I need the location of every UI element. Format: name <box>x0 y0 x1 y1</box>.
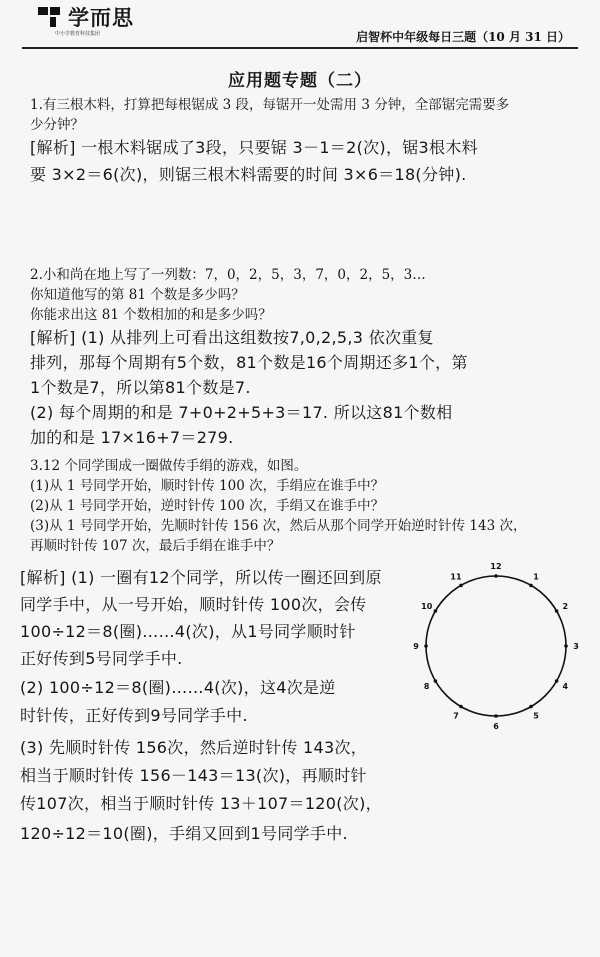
student-label-2: 2 <box>562 602 569 611</box>
q3-answer-line-10: 120÷12＝10(圈)，手绢又回到1号同学手中. <box>20 824 348 843</box>
header-divider <box>22 47 578 49</box>
q2-line-2: 你知道他写的第 81 个数是多少吗？ <box>30 287 245 303</box>
student-label-5: 5 <box>533 711 539 721</box>
student-dot-7 <box>459 705 463 709</box>
q1-answer-line-1: [解析] 一根木料锯成了3段，只要锯 3－1＝2(次)，锯3根木料 <box>30 138 478 157</box>
q3-answer-line-1: [解析] (1) 一圈有12个同学，所以传一圈还回到原 <box>20 568 382 587</box>
student-label-6: 6 <box>493 722 499 731</box>
student-dot-2 <box>555 609 559 613</box>
q3-answer-line-7: (3) 先顺时针传 156次，然后逆时针传 143次， <box>20 738 368 757</box>
q3-answer-line-6: 时针传，正好传到9号同学手中. <box>20 706 248 725</box>
page-title: 应用题专题（二） <box>228 71 372 91</box>
student-label-4: 4 <box>562 682 569 691</box>
circle-diagram <box>413 560 580 731</box>
student-label-8: 8 <box>423 682 430 691</box>
student-dot-9 <box>424 644 428 648</box>
student-dot-3 <box>564 644 568 648</box>
q3-answer-line-2: 同学手中，从一号开始，顺时针传 100次，会传 <box>20 595 367 614</box>
q3-answer-line-4: 正好传到5号同学手中. <box>20 649 183 668</box>
student-dot-5 <box>529 705 533 709</box>
q2-answer-line-3: 1个数是7，所以第81个数是7. <box>30 378 251 397</box>
q2-line-1: 2.小和尚在地上写了一列数：7，0，2，5，3，7，0，2，5，3… <box>30 267 426 283</box>
logo-mark-icon <box>36 5 66 29</box>
student-label-11: 11 <box>450 572 462 582</box>
q2-answer-line-2: 排列，那每个周期有5个数，81个数是16个周期还多1个，第 <box>30 353 468 372</box>
q2-answer-line-4: (2) 每个周期的和是 7+0+2+5+3＝17. 所以这81个数相 <box>30 403 453 422</box>
logo-subtitle: 中小学教育科技集团 <box>55 31 101 37</box>
student-dot-1 <box>529 584 533 588</box>
logo-text: 学而思 <box>68 6 134 30</box>
brand-logo <box>36 2 134 32</box>
circle-outline <box>423 576 566 716</box>
student-label-7: 7 <box>453 711 459 721</box>
student-label-9: 9 <box>413 642 419 651</box>
q3-answer-line-8: 相当于顺时针传 156－143＝13(次)，再顺时针 <box>20 766 367 785</box>
q3-line-4: (3)从 1 号同学开始，先顺时针传 156 次，然后从那个同学开始逆时针传 143 次， <box>30 518 527 534</box>
student-label-1: 1 <box>533 572 539 582</box>
student-dot-11 <box>459 584 463 588</box>
q2-line-3: 你能求出这 81 个数相加的和是多少吗？ <box>30 307 272 323</box>
student-label-3: 3 <box>573 642 579 651</box>
student-label-10: 10 <box>421 602 433 611</box>
q3-answer-line-9: 传107次，相当于顺时针传 13＋107＝120(次)， <box>20 794 382 813</box>
q3-answer-line-5: (2) 100÷12＝8(圈)……4(次)，这4次是逆 <box>20 678 336 697</box>
q1-answer-line-2: 要 3×2＝6(次)，则锯三根木料需要的时间 3×6＝18(分钟). <box>30 165 467 184</box>
q3-line-3: (2)从 1 号同学开始，逆时针传 100 次，手绢又在谁手中？ <box>30 498 385 514</box>
q1-line-1: 1.有三根木料，打算把每根锯成 3 段，每锯开一处需用 3 分钟，全部锯完需要多 <box>30 97 510 113</box>
header-date-title: 启智杯中年级每日三题（10 月 31 日） <box>356 30 570 44</box>
q3-answer-line-3: 100÷12＝8(圈)……4(次)，从1号同学顺时针 <box>20 622 356 641</box>
circle-of-students <box>413 560 580 731</box>
student-dot-12 <box>494 574 498 578</box>
q3-line-2: (1)从 1 号同学开始，顺时针传 100 次，手绢应在谁手中？ <box>30 478 385 494</box>
student-dot-10 <box>434 609 438 613</box>
q2-answer-line-1: [解析] (1) 从排列上可看出这组数按7,0,2,5,3 依次重复 <box>30 328 434 347</box>
q1-line-2: 少分钟？ <box>30 117 84 133</box>
student-dot-4 <box>555 679 559 683</box>
q2-answer-line-5: 加的和是 17×16+7＝279. <box>30 428 234 447</box>
student-dot-8 <box>434 679 438 683</box>
q3-line-1: 3.12 个同学围成一圈做传手绢的游戏，如图。 <box>30 458 308 474</box>
q3-line-5: 再顺时针传 107 次，最后手绢在谁手中？ <box>30 538 281 554</box>
student-dot-6 <box>494 714 498 718</box>
student-label-12: 12 <box>490 562 502 571</box>
